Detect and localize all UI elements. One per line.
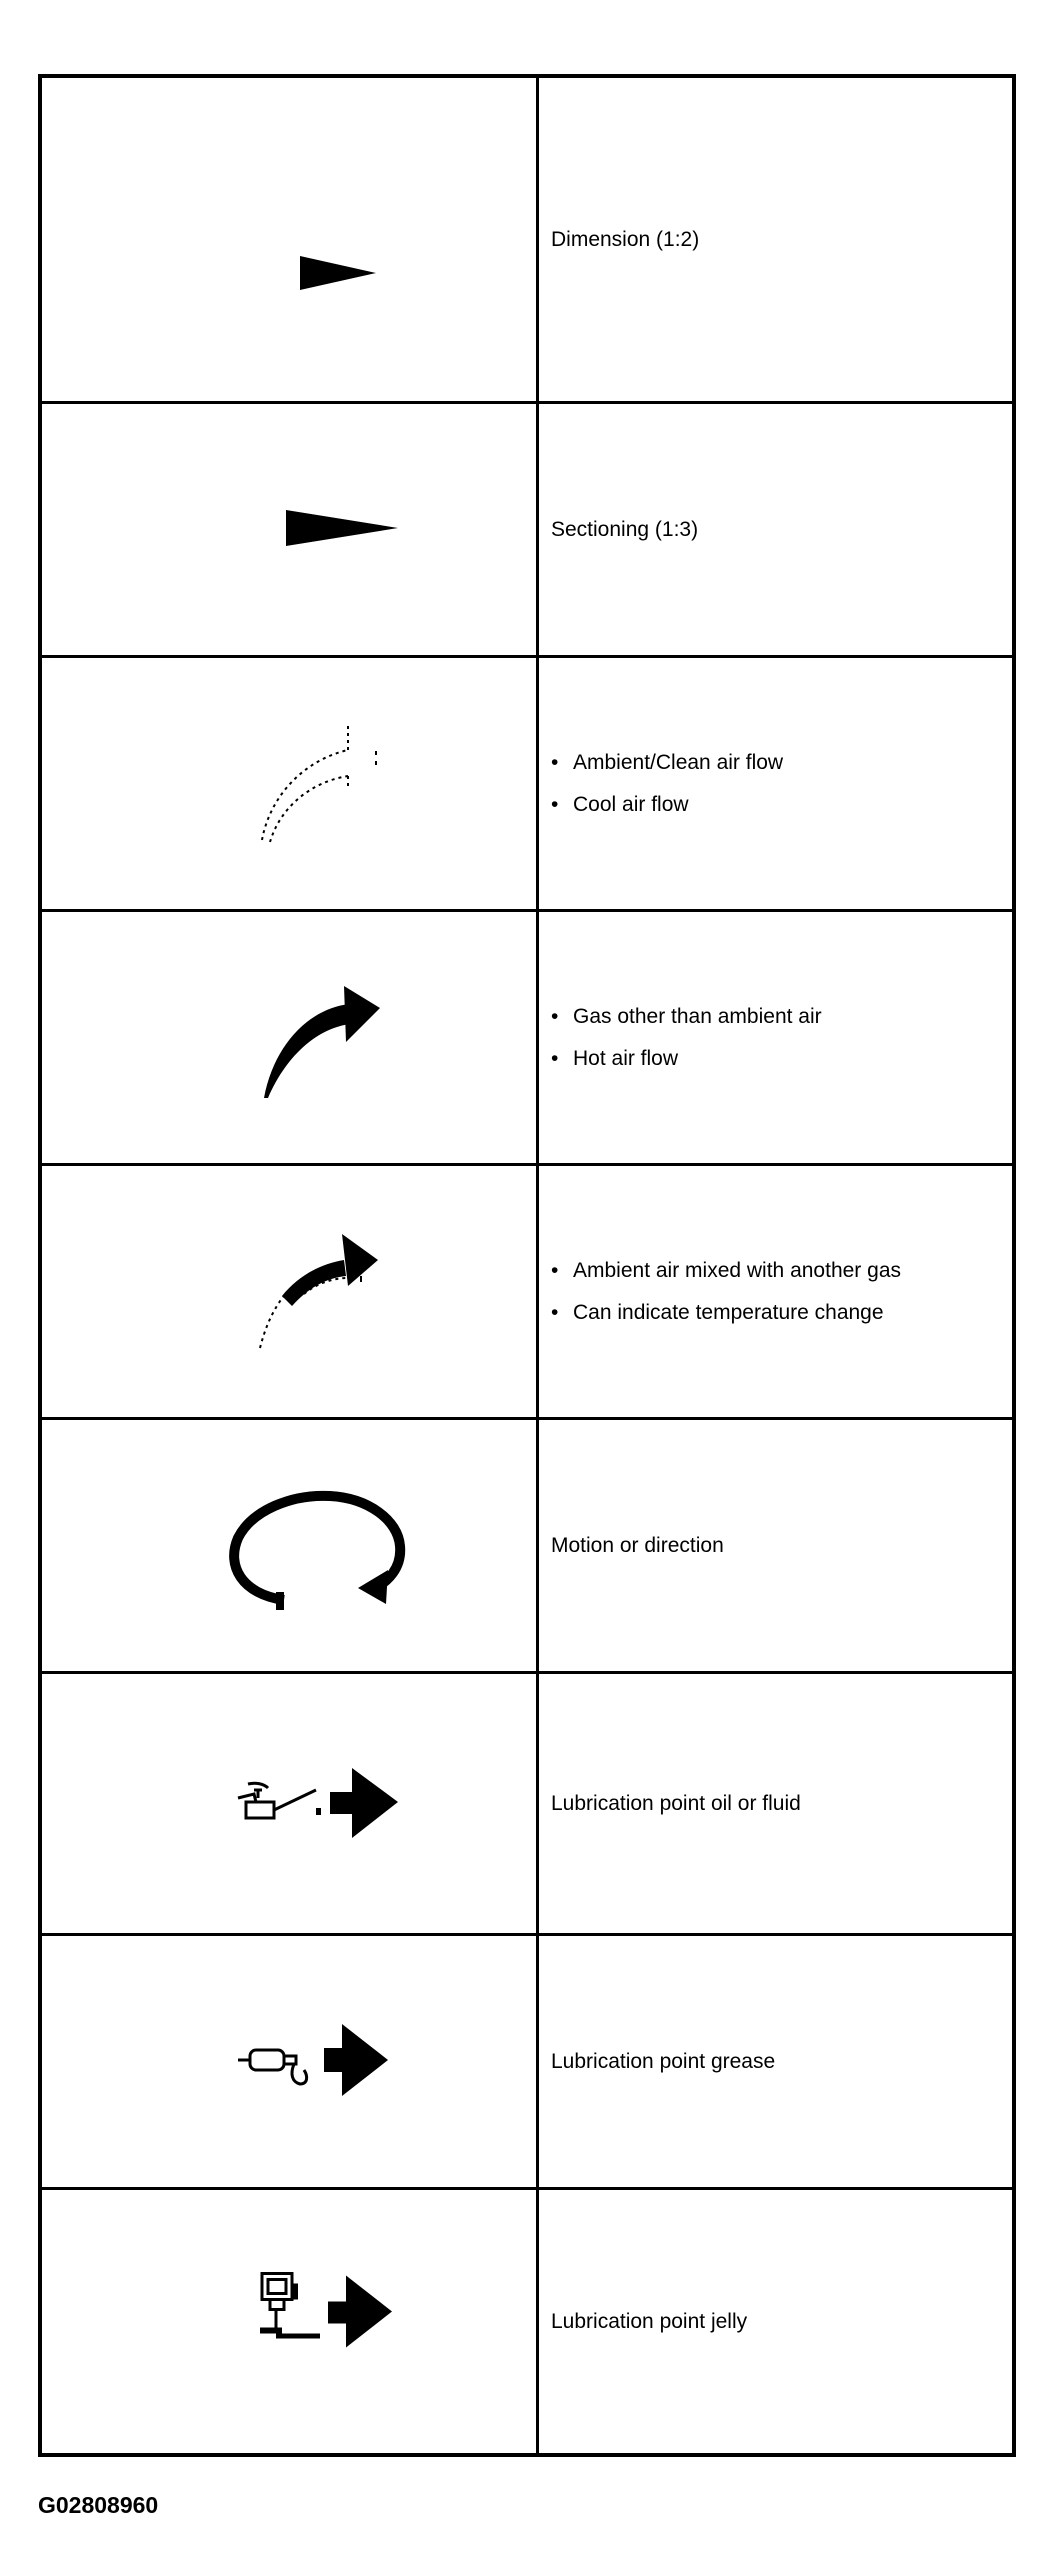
bullet-item <box>551 1047 1002 1071</box>
sectioning-arrowhead-icon <box>42 404 536 655</box>
description-text: Dimension (1:2) <box>551 227 700 251</box>
legend-row-cool-air <box>42 658 1012 912</box>
description-text: Can indicate temperature change <box>573 1300 884 1324</box>
bullet-mark: • <box>551 1046 559 1070</box>
bullet-mark: • <box>551 792 559 816</box>
legend-row-sectioning <box>42 404 1012 658</box>
circular-motion-arrow-icon <box>42 1420 536 1671</box>
description-text: Hot air flow <box>573 1046 679 1070</box>
description-cell <box>551 2190 1002 2453</box>
solid-curved-arrow-icon <box>42 912 536 1163</box>
description-cell <box>551 1936 1002 2187</box>
symbol-cell <box>42 2190 539 2453</box>
description-text: Sectioning (1:3) <box>551 517 699 541</box>
figure-id: G02808960 <box>38 2492 159 2518</box>
description-cell <box>551 78 1002 401</box>
mixed-curved-arrow-icon <box>42 1166 536 1417</box>
description-cell <box>551 404 1002 655</box>
description-text: Lubrication point jelly <box>551 2309 748 2333</box>
description-cell <box>551 912 1002 1163</box>
legend-row-hot-air <box>42 912 1012 1166</box>
legend-row-motion <box>42 1420 1012 1674</box>
symbol-cell <box>42 1936 539 2187</box>
symbol-cell <box>42 1166 539 1417</box>
bullet-item <box>551 793 1002 817</box>
description-text: Motion or direction <box>551 1533 724 1557</box>
symbol-cell <box>42 78 539 401</box>
grease-gun-arrow-icon <box>42 1936 536 2187</box>
description-text: Gas other than ambient air <box>573 1004 822 1028</box>
symbol-legend-table <box>38 74 1016 2457</box>
description-text: Ambient air mixed with another gas <box>573 1258 901 1282</box>
bullet-item <box>551 1005 1002 1029</box>
description-text: Cool air flow <box>573 792 689 816</box>
bullet-mark: • <box>551 750 559 774</box>
legend-row-grease <box>42 1936 1012 2190</box>
legend-row-jelly <box>42 2190 1012 2453</box>
bullet-mark: • <box>551 1300 559 1324</box>
legend-row-mixed-air <box>42 1166 1012 1420</box>
description-cell <box>551 658 1002 909</box>
description-text: Ambient/Clean air flow <box>573 750 784 774</box>
symbol-cell <box>42 912 539 1163</box>
legend-row-oil <box>42 1674 1012 1936</box>
jelly-dispenser-arrow-icon <box>42 2190 536 2453</box>
legend-row-dimension <box>42 78 1012 404</box>
description-cell <box>551 1166 1002 1417</box>
bullet-item <box>551 1259 1002 1283</box>
symbol-cell <box>42 1674 539 1933</box>
bullet-mark: • <box>551 1004 559 1028</box>
oil-can-arrow-icon <box>42 1674 536 1933</box>
bullet-item <box>551 751 1002 775</box>
dimension-arrowhead-icon <box>42 78 536 401</box>
description-text: Lubrication point grease <box>551 2049 776 2073</box>
bullet-mark: • <box>551 1258 559 1282</box>
symbol-cell <box>42 404 539 655</box>
description-cell <box>551 1674 1002 1933</box>
symbol-cell <box>42 1420 539 1671</box>
symbol-cell <box>42 658 539 909</box>
dashed-curved-arrow-icon <box>42 658 536 909</box>
description-cell <box>551 1420 1002 1671</box>
bullet-item <box>551 1301 1002 1325</box>
description-text: Lubrication point oil or fluid <box>551 1791 801 1815</box>
